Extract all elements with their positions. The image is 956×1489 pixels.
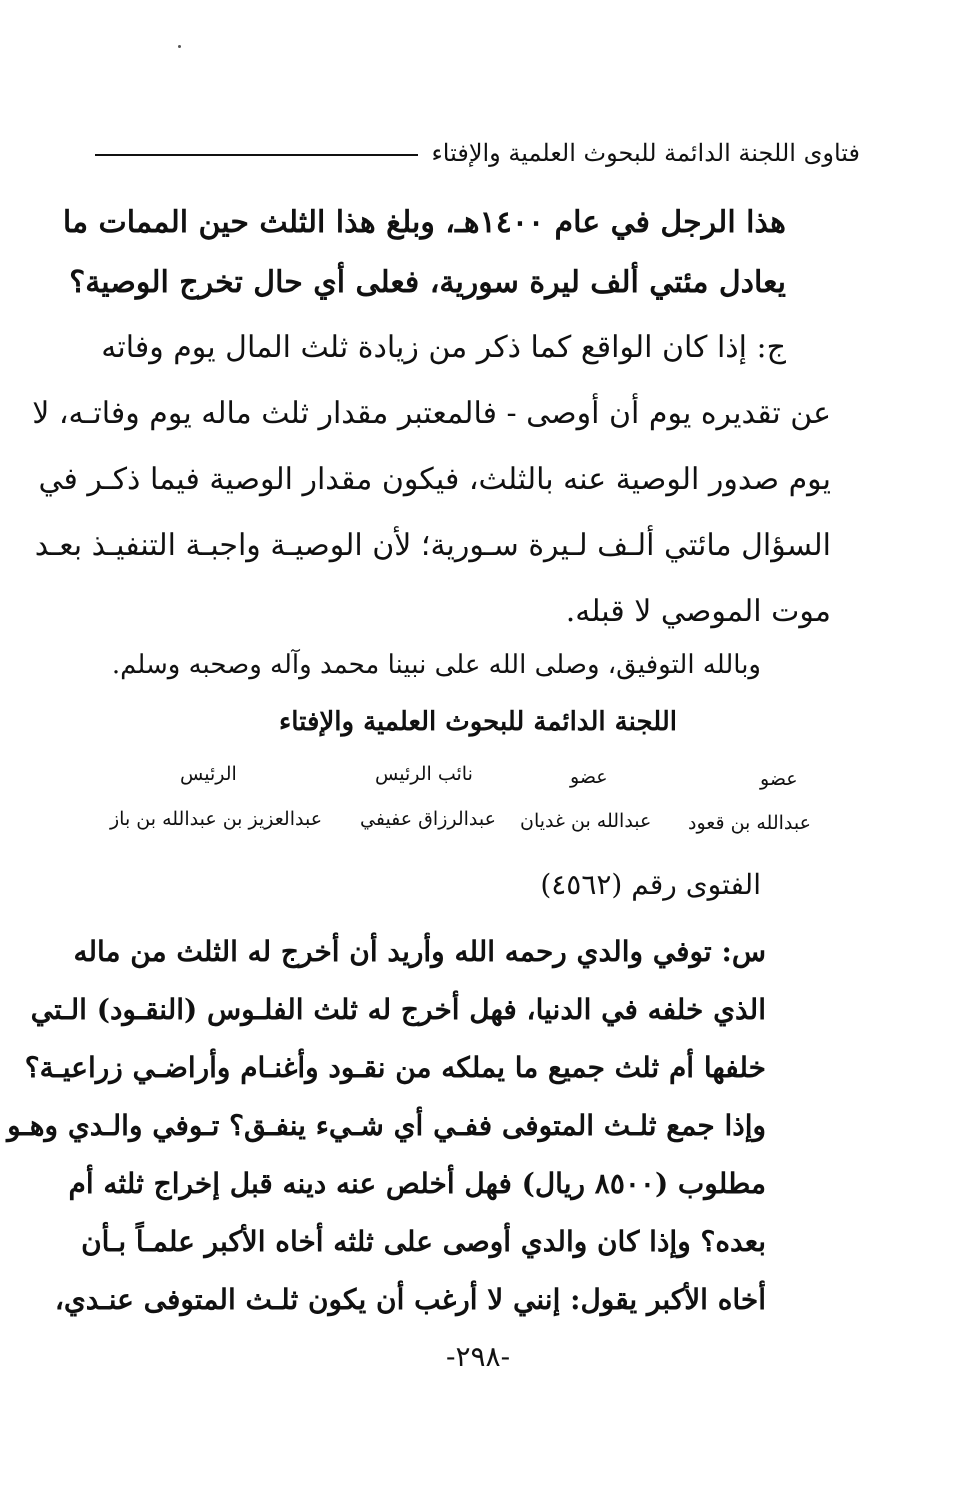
header-rule	[95, 154, 418, 156]
signatory-name: عبدالعزيز بن عبدالله بن باز	[110, 808, 323, 830]
question-line: خلفها أم ثلث جميع ما يملكه من نقـود وأغنـام وأراضـي زراعيـة؟	[24, 1051, 766, 1084]
answer-line: يوم صدور الوصية عنه بالثلث، فيكون مقدار الوصية فيما ذكـر في	[38, 462, 831, 497]
question-line: أخاه الأكبر يقول: إنني لا أرغب أن يكون ثلـث المتوفى عنـدي،	[54, 1283, 766, 1316]
signatory-name: عبدالله بن غديان	[520, 810, 652, 832]
signatory-role: نائب الرئيس	[375, 763, 473, 785]
signatory-name: عبدالرزاق عفيفي	[360, 808, 496, 830]
question-line: الذي خلفه في الدنيا، فهل أخرج له ثلث الفلـوس (النقـود) الـتي	[30, 993, 766, 1026]
question-line: وإذا جمع ثلـث المتوفى ففـي أي شـيء ينفـق؟ تـوفي والـدي وهـو	[7, 1109, 766, 1142]
scan-speck	[178, 45, 181, 48]
answer-line: ج: إذا كان الواقع كما ذكر من زيادة ثلث المال يوم وفاته	[101, 330, 786, 365]
committee-name: اللجنة الدائمة للبحوث العلمية والإفتاء	[279, 707, 677, 737]
signatory-role: عضو	[570, 766, 608, 788]
question-line: يعادل مئتي ألف ليرة سورية، فعلى أي حال تخرج الوصية؟	[69, 265, 786, 300]
answer-line: موت الموصي لا قبله.	[565, 594, 831, 629]
running-header	[95, 130, 860, 176]
answer-line: عن تقديره يوم أن أوصى - فالمعتبر مقدار ثلث ماله يوم وفاتـه، لا	[32, 396, 831, 431]
page-number: -٢٩٨-	[445, 1340, 511, 1373]
fatwa-number: الفتوى رقم (٤٥٦٢)	[540, 868, 761, 901]
closing-formula: وبالله التوفيق، وصلى الله على نبينا محمد وآله وصحبه وسلم.	[111, 650, 761, 680]
question-line: هذا الرجل في عام ١٤٠٠هـ، وبلغ هذا الثلث حين الممات ما	[62, 205, 786, 240]
answer-line: السؤال مائتي ألـف لـيرة سـورية؛ لأن الوصيـة واجبـة التنفيـذ بعـد	[34, 528, 831, 563]
signatory-role: عضو	[760, 768, 798, 790]
question-line: مطلوب (٨٥٠٠ ريال) فهل أخلص عنه دينه قبل إخراج ثلثه أم	[68, 1167, 766, 1200]
header-title: فتاوى اللجنة الدائمة للبحوث العلمية والإفتاء	[431, 139, 860, 167]
question-line: بعده؟ وإذا كان والدي أوصى على ثلثه أخاه الأكبر علمـاً بـأن	[81, 1225, 766, 1258]
signatory-role: الرئيس	[180, 763, 237, 785]
signatory-name: عبدالله بن قعود	[688, 812, 811, 834]
question-line: س: توفي والدي رحمه الله وأريد أن أخرج له الثلث من ماله	[73, 935, 766, 968]
